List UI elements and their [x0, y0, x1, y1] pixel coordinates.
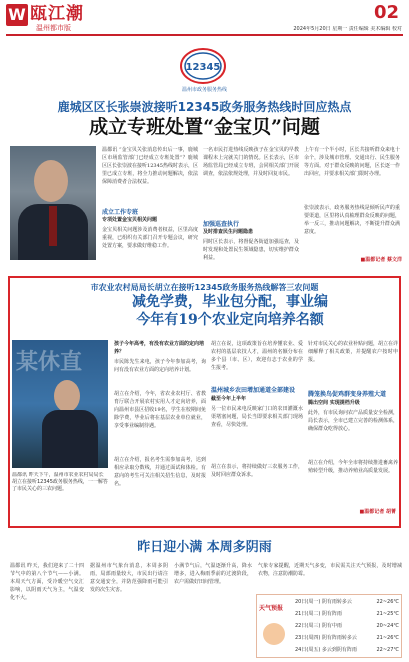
top-col1-subhead2: 专项处置金宝贝相关问题: [102, 217, 158, 223]
header-rule: [6, 34, 403, 36]
box-article-byline: ■温都记者 胡菁: [359, 509, 396, 515]
weather-sun-icon: [263, 623, 285, 645]
top-col2-subhead2: 及时排查民生问题隐患: [203, 229, 254, 235]
weather-temp: 21~25℃: [376, 611, 399, 617]
page-number: 02: [373, 2, 399, 23]
box-col3-more: 胡立在介绍，今年全市将持续推进畜禽养殖转型升级，推动养殖业高质量发展。: [308, 460, 398, 474]
box-col2-p1: 胡立在说，这项政策旨在培养懂农业、爱农村的基层农技人才，温州的名额分布在多个县（市、区），欢迎有志于农业的学生报考。: [211, 341, 303, 371]
top-article-kicker: 鹿城区区长张崇波接听12345政务服务热线时回应热点: [57, 100, 352, 114]
box-col2-subhead: 温州城乡农田增加通道全部建设: [211, 387, 296, 394]
weather-temp: 22~26℃: [376, 599, 399, 605]
box-col1-lead: 孩子今年高考，有没有农业方面的定向培养？: [114, 341, 205, 355]
official-portrait-photo: [10, 146, 96, 260]
weather-row: [295, 647, 401, 653]
photo-background-text: 某休直: [16, 350, 83, 375]
box-col2-p3: 胡立在表示，将持续做好三农服务工作，及时回应群众诉求。: [211, 464, 303, 478]
brand-subtitle: 温州都市版: [36, 24, 71, 32]
bottom-article-headline: 昨日迎小满 本周多阴雨: [137, 540, 272, 555]
weather-day: 24日(周五) 多云到阴有阵雨: [295, 647, 357, 653]
box-article-headline-1: 减免学费，毕业包分配，事业编: [132, 294, 328, 310]
brand-logo: W: [6, 4, 28, 26]
box-col3-subhead2: 腾出空间 实现提档升级: [308, 400, 360, 406]
weather-forecast-table: [256, 594, 402, 658]
weather-row: [295, 599, 401, 605]
brand-name: 瓯江潮: [30, 4, 84, 24]
top-col1-more: 金宝贝相关问题涉及消费者权益，区里高度重视，已组织有关部门召开专题会议，研究处置方案，要求做好维稳工作。: [102, 227, 198, 249]
top-col1-p1: 温都讯 “金宝贝关张消息传出后一事，鹿城区市场监管部门已经成立专班处置”？鹿城区区长张崇波在接听12345热线时表示，区里已成立专班，将全力推动问题解决，依法保障消费者合法权益。: [102, 147, 198, 185]
top-col1-subhead: 成立工作专班: [102, 209, 139, 216]
top-col3-p2: 张崇波表示，政务服务热线是倾听民声的重要渠道，区里将认真梳理群众反映的问题，举一反三，推动问题解决，不断提升群众满意度。: [304, 205, 400, 235]
box-col1-p2: 胡立在介绍，今年，省农业农村厅、省教育厅联合开展农村实用人才定向培养，面向温州市县区招收19名，学生在校期间免除学费，毕业后将在基层农业单位就业，享受事业编制待遇。: [114, 391, 206, 429]
top-article-byline: ■温都记者 蔡文洋: [360, 257, 402, 263]
weather-temp: 20~24℃: [376, 623, 399, 629]
weather-row: [295, 611, 401, 617]
box-col2-p2: 另一位市民来电反映家门口的农田灌溉水渠堵塞问题，局长当即要求相关部门现场查看，尽快处理。: [211, 406, 303, 428]
bottom-col4: 气象专家提醒，近期天气多变，市民需关注天气预报，及时增减衣物，注意防潮防霉。: [258, 563, 402, 577]
box-col2-subhead2: 截至今年上半年: [211, 396, 247, 402]
weather-row: [295, 635, 401, 641]
top-col3-p1: 上午有一个半小时，区长共接听群众来电十余个，涉及城市管理、交通出行、民生服务等方面。对于群众反映的问题，区长逐一作出回应，并要求相关部门限时办理。: [304, 147, 400, 177]
box-col1-p3: 胡立在介绍，报名考生需参加高考，达到相应录取分数线，并通过面试和体检。有意向的考生可关注相关招生信息，及时报名。: [114, 457, 206, 487]
weather-row: [295, 623, 401, 629]
weather-label: 天气预报: [259, 605, 284, 612]
weather-day: 20日(周一) 阴有雨转多云: [295, 599, 352, 605]
weather-day: 21日(周二) 阴有阵雨: [295, 611, 342, 617]
emblem-number: 12345: [185, 62, 221, 73]
box-col3-subhead: 腾笼换鸟促鸡群变身养殖大道: [308, 391, 387, 398]
top-col2-p1: 一名市民打进热线反映孩子在金宝贝的早教课程未上完就关门的情况。区长表示，区市场监管局已经成立专班，会同相关部门开展调查，依法依规处理，并及时回复市民。: [203, 147, 299, 177]
weather-temp: 22~27℃: [376, 647, 399, 653]
box-col1-p1: 市民陈先生来电，孩子今年参加高考，询问有没有农业方面的定向培养计划。: [114, 359, 206, 373]
top-article-headline: 成立专班处置“金宝贝”问题: [89, 116, 320, 138]
hotline-emblem-icon: [179, 46, 227, 86]
bottom-col2: 据温州市气象台消息，本周多阴雨，局部雨量较大，市民出行请注意交通安全，并防范强降雨可能引发的次生灾害。: [90, 563, 168, 593]
photo-caption: 温都讯 昨天下午，温州市农业农村局局长胡立在接听12345政务服务热线，一一解答了市民关心的三农问题。: [12, 472, 108, 492]
bottom-col1: 温都讯 昨天，我们迎来了二十四节气中的第八个节气——小满。本周天气方面，受冷暖空气交汇影响，以阴雨天气为主，气温变化不大。: [10, 563, 84, 601]
weather-day: 22日(周三) 阴有中雨: [295, 623, 342, 629]
weather-temp: 21~26℃: [376, 635, 399, 641]
official-hotline-photo: [12, 340, 108, 468]
top-col2-subhead: 加强巡查执行: [203, 221, 240, 228]
top-col2-more: 同时区长表示，将督促各街道加强巡查，及时发现和处置民生领域隐患，切实维护群众利益。: [203, 239, 299, 261]
weather-day: 23日(周四) 阴有阵雨转多云: [295, 635, 357, 641]
header-info: 2024年5月20日 星期一 责任编辑 美术编辑 校对: [293, 26, 402, 32]
box-article-kicker: 市农业农村局局长胡立在接听12345政务服务热线解答三农问题: [90, 283, 319, 292]
bottom-col3: 小满节气后，气温逐渐升高，降水增多，进入梅雨季前的过渡阶段，农户需做好田间管理。: [174, 563, 252, 585]
box-col3-p1: 针对市民关心的农业补贴问题，胡立在详细解释了相关政策，并提醒农户按时申报。: [308, 341, 398, 363]
emblem-caption: 温州市政务服务热线: [181, 87, 227, 93]
box-col3-p2: 此外，有市民询问农产品质量安全检测，局长表示，全市已建立完善的检测体系，确保群众吃得放心。: [308, 410, 398, 432]
box-article-headline-2: 今年有19个农业定向培养名额: [136, 312, 324, 328]
